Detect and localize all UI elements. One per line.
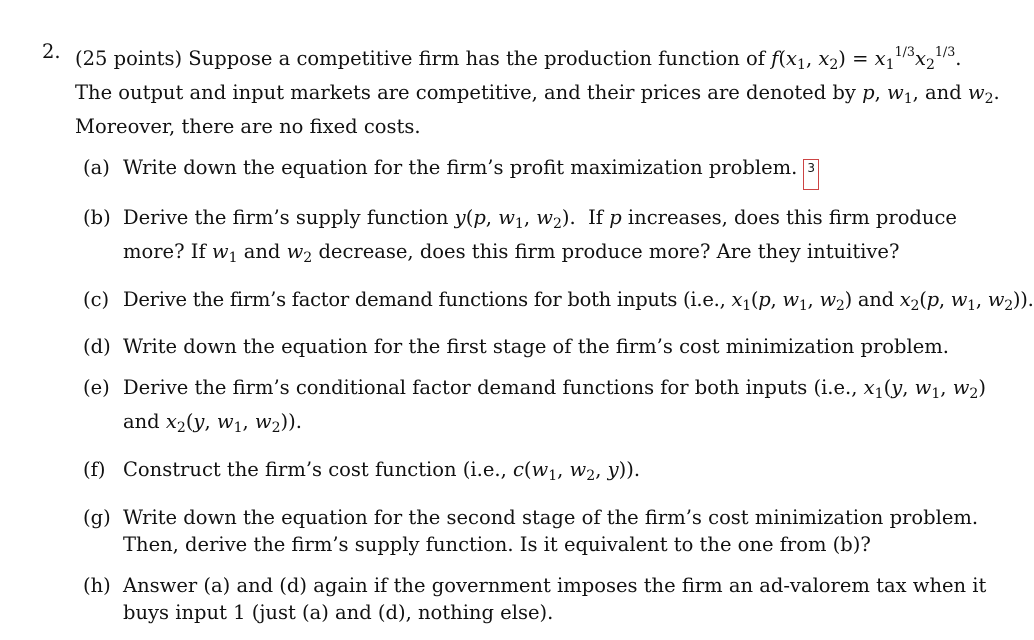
part-c: (c) Derive the firm’s factor demand functions for both inputs (i.e., $x_1(p$, $w_1$, $w_2$) and $x_2(p$, $w_1$, $w_2$)). xyxy=(83,287,1034,314)
part-label: (f) xyxy=(83,458,106,482)
production-function: f xyxy=(771,46,779,70)
problem-points: (25 points) xyxy=(75,46,183,70)
stem-line-1: (25 points) Suppose a competitive firm has the production function of $f(x_1$, $x_2) = x_1^{1/3}x_2^{1/3}$. xyxy=(75,44,962,73)
problem-2 xyxy=(42,38,1034,640)
part-label: (e) xyxy=(83,376,110,400)
score-box: 3 xyxy=(803,159,819,190)
part-f: (f) Construct the firm’s cost function (i.e., $c(w_1$, $w_2$, y)). xyxy=(83,458,641,485)
part-label: (a) xyxy=(83,155,110,179)
stem-line-2: The output and input markets are competitive, and their prices are denoted by p, $w_1$, and $w_2$. xyxy=(75,80,1000,107)
part-label: (g) xyxy=(83,506,111,530)
problem-stem xyxy=(42,38,1000,140)
part-e: (e) Derive the firm’s conditional factor demand functions for both inputs (i.e., $x_1(y$, $w_1$, $w_2$) and $x_2(y$, $w_1$, $w_2$)). xyxy=(83,376,986,437)
part-label: (c) xyxy=(83,287,110,311)
part-b: (b) Derive the firm’s supply function y(p, $w_1$, $w_2$). If p increases, does this firm produce more? If $w_1$ and $w_2$ decrease, does this firm produce more? Are they intuitive? xyxy=(83,205,957,266)
part-d: (d) Write down the equation for the first stage of the firm’s cost minimization problem. xyxy=(83,335,949,359)
stem-line-3: Moreover, there are no fixed costs. xyxy=(75,114,421,138)
parts-list xyxy=(42,154,1034,627)
part-a: (a) Write down the equation for the firm’s profit maximization problem. 3 xyxy=(83,154,982,190)
part-h: (h) Answer (a) and (d) again if the government imposes the firm an ad-valorem tax when it buys input 1 (just (a) and (d), nothing else). xyxy=(83,574,987,625)
part-label: (h) xyxy=(83,574,111,598)
part-label: (d) xyxy=(83,335,111,359)
part-label: (b) xyxy=(83,205,111,229)
problem-intro: Suppose a competitive firm has the production function of xyxy=(188,46,765,70)
part-g: (g) Write down the equation for the second stage of the firm’s cost minimization problem. Then, derive the firm’s supply function. Is it equivalent to the one from (b)? xyxy=(83,506,979,557)
problem-number: 2. xyxy=(42,40,61,63)
